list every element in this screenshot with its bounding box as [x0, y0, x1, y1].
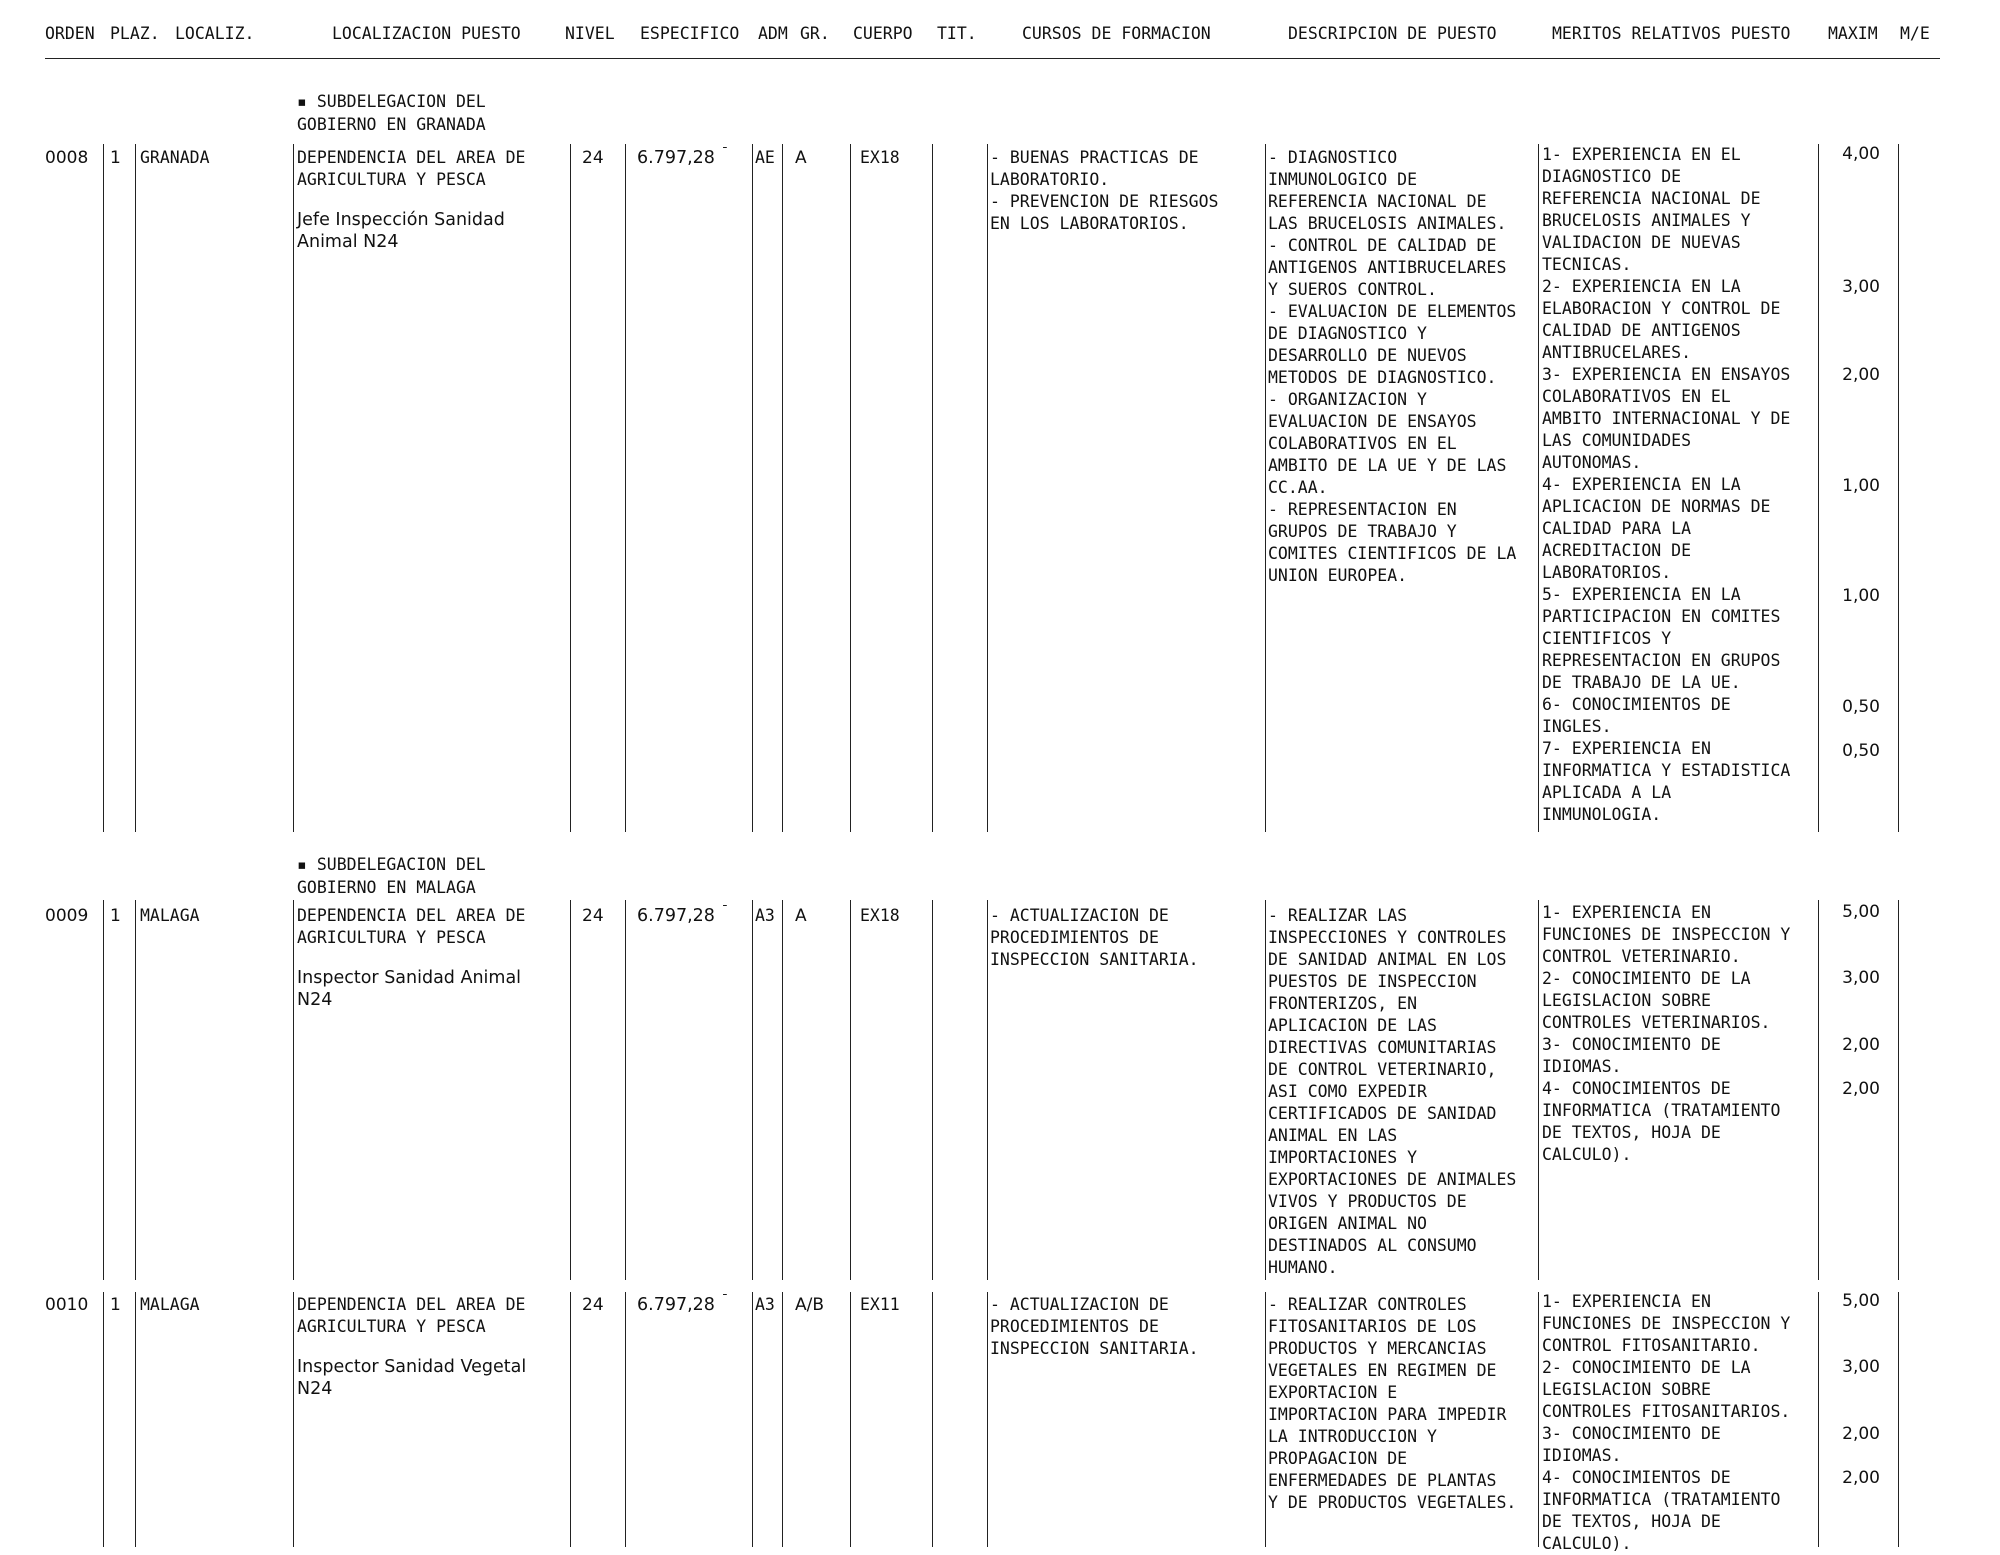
meritos-line: CALCULO).: [1542, 1145, 1632, 1164]
plaz-cell: 1: [110, 1295, 121, 1315]
cuerpo-cell: EX18: [860, 148, 900, 167]
maxim-value: 4,00: [1842, 144, 1880, 164]
meritos-line: 1- EXPERIENCIA EN: [1542, 1292, 1711, 1311]
meritos-line: TECNICAS.: [1542, 255, 1632, 274]
column-divider: [625, 1292, 626, 1547]
nivel-cell: 24: [582, 148, 604, 168]
meritos-cell: [1542, 902, 1790, 1166]
column-divider: [987, 144, 988, 832]
descripcion-line: PROPAGACION DE: [1268, 1449, 1408, 1468]
column-divider: [782, 144, 783, 832]
meritos-line: DIAGNOSTICO DE: [1542, 167, 1682, 186]
descripcion-line: REFERENCIA NACIONAL DE: [1268, 192, 1487, 211]
column-divider: [752, 1292, 753, 1547]
column-divider: [987, 900, 988, 1280]
adm-cell: A3: [755, 1295, 775, 1314]
header-me: M/E: [1900, 24, 1930, 43]
descripcion-line: DE CONTROL VETERINARIO,: [1268, 1060, 1497, 1079]
column-divider: [103, 900, 104, 1280]
meritos-line: COLABORATIVOS EN EL: [1542, 387, 1731, 406]
descripcion-line: UNION EUROPEA.: [1268, 566, 1408, 585]
descripcion-line: APLICACION DE LAS: [1268, 1016, 1437, 1035]
meritos-line: FUNCIONES DE INSPECCION Y: [1542, 1314, 1791, 1333]
header-nivel: NIVEL: [565, 24, 615, 43]
puesto-cell: [297, 1294, 525, 1338]
column-divider: [850, 144, 851, 832]
puesto-name-line: Inspector Sanidad Vegetal: [297, 1357, 527, 1377]
descripcion-line: LA INTRODUCCION Y: [1268, 1427, 1437, 1446]
gr-cell: A/B: [795, 1295, 825, 1315]
maxim-value: 5,00: [1842, 902, 1880, 922]
column-divider: [293, 1292, 294, 1547]
descripcion-line: EVALUACION DE ENSAYOS: [1268, 412, 1477, 431]
adm-cell: AE: [755, 148, 775, 167]
plaz-cell: 1: [110, 148, 121, 168]
descripcion-line: EXPORTACIONES DE ANIMALES: [1268, 1170, 1517, 1189]
meritos-line: 4- CONOCIMIENTOS DE: [1542, 1079, 1731, 1098]
puesto-line: AGRICULTURA Y PESCA: [297, 1317, 486, 1336]
column-divider: [987, 1292, 988, 1547]
column-divider: [293, 900, 294, 1280]
meritos-line: 4- EXPERIENCIA EN LA: [1542, 475, 1741, 494]
meritos-line: INFORMATICA Y ESTADISTICA: [1542, 761, 1791, 780]
localiz-cell: MALAGA: [140, 906, 200, 925]
maxim-value: 0,50: [1842, 740, 1880, 761]
cursos-line: PROCEDIMIENTOS DE: [990, 1317, 1159, 1336]
puesto-cell: [297, 147, 525, 191]
descripcion-line: INSPECCIONES Y CONTROLES: [1268, 928, 1507, 947]
cursos-line: LABORATORIO.: [990, 170, 1110, 189]
maxim-value: 3,00: [1842, 276, 1880, 297]
column-divider: [103, 1292, 104, 1547]
gr-cell: A: [795, 906, 807, 926]
puesto-name: [297, 209, 505, 253]
puesto-line: DEPENDENCIA DEL AREA DE: [297, 148, 526, 167]
descripcion-line: ANTIGENOS ANTIBRUCELARES: [1268, 258, 1507, 277]
descripcion-line: GRUPOS DE TRABAJO Y: [1268, 522, 1457, 541]
cursos-cell: [990, 905, 1199, 971]
descripcion-line: VIVOS Y PRODUCTOS DE: [1268, 1192, 1467, 1211]
especifico-mark: ¯: [721, 904, 729, 919]
meritos-line: VALIDACION DE NUEVAS: [1542, 233, 1741, 252]
meritos-line: INFORMATICA (TRATAMIENTO: [1542, 1101, 1781, 1120]
cursos-cell: [990, 147, 1218, 235]
section-heading-line: GOBIERNO EN MALAGA: [297, 878, 476, 897]
column-divider: [1265, 900, 1266, 1280]
maxim-value: 2,00: [1842, 1423, 1880, 1444]
header-gr: GR.: [800, 24, 830, 43]
especifico-cell: 6.797,28: [637, 906, 715, 926]
column-divider: [850, 900, 851, 1280]
especifico-mark: ¯: [721, 1293, 729, 1308]
gr-cell: A: [795, 148, 807, 168]
descripcion-line: ASI COMO EXPEDIR: [1268, 1082, 1427, 1101]
descripcion-line: - REPRESENTACION EN: [1268, 500, 1457, 519]
column-divider: [135, 900, 136, 1280]
descripcion-cell: [1268, 147, 1516, 587]
section-heading-line: GOBIERNO EN GRANADA: [297, 115, 486, 134]
maxim-value: 2,00: [1842, 1467, 1880, 1488]
header-descripcion: DESCRIPCION DE PUESTO: [1288, 24, 1497, 43]
header-cuerpo: CUERPO: [853, 24, 913, 43]
meritos-line: 6- CONOCIMIENTOS DE: [1542, 695, 1731, 714]
meritos-line: CALIDAD DE ANTIGENOS: [1542, 321, 1741, 340]
descripcion-line: ANIMAL EN LAS: [1268, 1126, 1398, 1145]
column-divider: [932, 1292, 933, 1547]
adm-cell: A3: [755, 906, 775, 925]
localiz-cell: MALAGA: [140, 1295, 200, 1314]
header-orden: ORDEN: [45, 24, 95, 43]
section-heading: [297, 853, 486, 899]
maxim-value: 2,00: [1842, 365, 1880, 385]
header-plaz: PLAZ.: [110, 24, 160, 43]
descripcion-cell: [1268, 1294, 1516, 1514]
meritos-line: 5- EXPERIENCIA EN LA: [1542, 585, 1741, 604]
header-cursos: CURSOS DE FORMACION: [1022, 24, 1211, 43]
meritos-line: INFORMATICA (TRATAMIENTO: [1542, 1490, 1781, 1509]
descripcion-line: - EVALUACION DE ELEMENTOS: [1268, 302, 1517, 321]
puesto-name: [297, 1356, 526, 1400]
descripcion-line: DIRECTIVAS COMUNITARIAS: [1268, 1038, 1497, 1057]
section-heading-line: ▪ SUBDELEGACION DEL: [297, 855, 486, 874]
especifico-mark: ¯: [721, 146, 729, 161]
meritos-line: LEGISLACION SOBRE: [1542, 1380, 1711, 1399]
header-tit: TIT.: [937, 24, 977, 43]
descripcion-line: EXPORTACION E: [1268, 1383, 1398, 1402]
cursos-line: PROCEDIMIENTOS DE: [990, 928, 1159, 947]
descripcion-line: - REALIZAR CONTROLES: [1268, 1295, 1467, 1314]
meritos-line: 3- CONOCIMIENTO DE: [1542, 1035, 1721, 1054]
puesto-line: AGRICULTURA Y PESCA: [297, 170, 486, 189]
descripcion-line: - ORGANIZACION Y: [1268, 390, 1427, 409]
header-adm: ADM: [758, 24, 788, 43]
meritos-line: IDIOMAS.: [1542, 1446, 1622, 1465]
cuerpo-cell: EX11: [860, 1295, 900, 1314]
meritos-line: REFERENCIA NACIONAL DE: [1542, 189, 1761, 208]
meritos-line: CALCULO).: [1542, 1534, 1632, 1553]
column-divider: [782, 900, 783, 1280]
descripcion-line: FRONTERIZOS, EN: [1268, 994, 1418, 1013]
descripcion-line: COLABORATIVOS EN EL: [1268, 434, 1457, 453]
column-divider: [752, 144, 753, 832]
especifico-cell: 6.797,28: [637, 1295, 715, 1315]
descripcion-line: FITOSANITARIOS DE LOS: [1268, 1317, 1477, 1336]
column-divider: [1265, 144, 1266, 832]
column-divider: [1538, 144, 1539, 832]
meritos-line: CONTROLES VETERINARIOS.: [1542, 1013, 1771, 1032]
puesto-name-line: Animal N24: [297, 232, 399, 252]
column-divider: [1818, 144, 1819, 832]
descripcion-line: DE SANIDAD ANIMAL EN LOS: [1268, 950, 1507, 969]
meritos-line: 2- EXPERIENCIA EN LA: [1542, 277, 1741, 296]
puesto-name-line: Inspector Sanidad Animal: [297, 968, 522, 988]
header-localizacion-puesto: LOCALIZACION PUESTO: [332, 24, 521, 43]
puesto-name-line: N24: [297, 990, 333, 1010]
orden-cell: 0008: [45, 148, 89, 168]
column-divider: [293, 144, 294, 832]
column-divider: [752, 900, 753, 1280]
descripcion-line: VEGETALES EN REGIMEN DE: [1268, 1361, 1497, 1380]
column-divider: [625, 144, 626, 832]
column-divider: [1538, 900, 1539, 1280]
descripcion-line: METODOS DE DIAGNOSTICO.: [1268, 368, 1497, 387]
meritos-line: PARTICIPACION EN COMITES: [1542, 607, 1781, 626]
meritos-line: LABORATORIOS.: [1542, 563, 1672, 582]
puesto-name-line: N24: [297, 1379, 333, 1399]
puesto-line: DEPENDENCIA DEL AREA DE: [297, 906, 526, 925]
column-divider: [1538, 1292, 1539, 1547]
descripcion-line: CERTIFICADOS DE SANIDAD: [1268, 1104, 1497, 1123]
especifico-cell: 6.797,28: [637, 148, 715, 168]
descripcion-line: Y DE PRODUCTOS VEGETALES.: [1268, 1493, 1517, 1512]
cursos-line: INSPECCION SANITARIA.: [990, 950, 1199, 969]
descripcion-line: LAS BRUCELOSIS ANIMALES.: [1268, 214, 1507, 233]
descripcion-line: HUMANO.: [1268, 1258, 1338, 1277]
column-divider: [1898, 144, 1899, 832]
descripcion-line: ENFERMEDADES DE PLANTAS: [1268, 1471, 1497, 1490]
meritos-cell: [1542, 1291, 1790, 1555]
column-divider: [850, 1292, 851, 1547]
column-divider: [625, 900, 626, 1280]
maxim-value: 1,00: [1842, 475, 1880, 496]
cursos-line: - ACTUALIZACION DE: [990, 1295, 1169, 1314]
section-heading-line: ▪ SUBDELEGACION DEL: [297, 92, 486, 111]
cursos-line: INSPECCION SANITARIA.: [990, 1339, 1199, 1358]
maxim-value: 0,50: [1842, 696, 1880, 717]
meritos-line: DE TRABAJO DE LA UE.: [1542, 673, 1741, 692]
meritos-line: DE TEXTOS, HOJA DE: [1542, 1123, 1721, 1142]
column-divider: [1265, 1292, 1266, 1547]
maxim-value: 3,00: [1842, 1357, 1880, 1378]
section-heading: [297, 90, 486, 136]
descripcion-line: COMITES CIENTIFICOS DE LA: [1268, 544, 1517, 563]
cursos-cell: [990, 1294, 1199, 1360]
column-divider: [1818, 1292, 1819, 1547]
cursos-line: - BUENAS PRACTICAS DE: [990, 148, 1199, 167]
descripcion-cell: [1268, 905, 1516, 1279]
column-divider: [570, 144, 571, 832]
meritos-line: 2- CONOCIMIENTO DE LA: [1542, 969, 1751, 988]
maxim-value: 3,00: [1842, 968, 1880, 989]
descripcion-line: - DIAGNOSTICO: [1268, 148, 1398, 167]
cuerpo-cell: EX18: [860, 906, 900, 925]
meritos-line: CONTROL FITOSANITARIO.: [1542, 1336, 1761, 1355]
puesto-line: AGRICULTURA Y PESCA: [297, 928, 486, 947]
meritos-line: 3- EXPERIENCIA EN ENSAYOS: [1542, 365, 1791, 384]
descripcion-line: IMPORTACIONES Y: [1268, 1148, 1418, 1167]
meritos-line: ANTIBRUCELARES.: [1542, 343, 1692, 362]
column-divider: [570, 1292, 571, 1547]
meritos-line: ELABORACION Y CONTROL DE: [1542, 299, 1781, 318]
meritos-line: REPRESENTACION EN GRUPOS: [1542, 651, 1781, 670]
meritos-line: 1- EXPERIENCIA EN EL: [1542, 145, 1741, 164]
column-divider: [103, 144, 104, 832]
cursos-line: - PREVENCION DE RIESGOS: [990, 192, 1219, 211]
puesto-name-line: Jefe Inspección Sanidad: [297, 210, 505, 230]
nivel-cell: 24: [582, 906, 604, 926]
meritos-line: INMUNOLOGIA.: [1542, 805, 1662, 824]
column-divider: [782, 1292, 783, 1547]
meritos-line: 4- CONOCIMIENTOS DE: [1542, 1468, 1731, 1487]
descripcion-line: - CONTROL DE CALIDAD DE: [1268, 236, 1497, 255]
meritos-line: CIENTIFICOS Y: [1542, 629, 1672, 648]
column-divider: [570, 900, 571, 1280]
plaz-cell: 1: [110, 906, 121, 926]
meritos-line: CALIDAD PARA LA: [1542, 519, 1692, 538]
meritos-line: LAS COMUNIDADES: [1542, 431, 1692, 450]
header-rule: [45, 58, 1940, 59]
column-divider: [1898, 1292, 1899, 1547]
meritos-line: FUNCIONES DE INSPECCION Y: [1542, 925, 1791, 944]
orden-cell: 0010: [45, 1295, 89, 1315]
header-localiz: LOCALIZ.: [175, 24, 255, 43]
column-divider: [135, 144, 136, 832]
meritos-line: BRUCELOSIS ANIMALES Y: [1542, 211, 1751, 230]
localiz-cell: GRANADA: [140, 148, 210, 167]
column-divider: [135, 1292, 136, 1547]
meritos-line: APLICADA A LA: [1542, 783, 1672, 802]
meritos-line: CONTROLES FITOSANITARIOS.: [1542, 1402, 1791, 1421]
meritos-line: APLICACION DE NORMAS DE: [1542, 497, 1771, 516]
puesto-cell: [297, 905, 525, 949]
maxim-value: 5,00: [1842, 1291, 1880, 1311]
cursos-line: EN LOS LABORATORIOS.: [990, 214, 1189, 233]
column-divider: [1898, 900, 1899, 1280]
meritos-line: IDIOMAS.: [1542, 1057, 1622, 1076]
descripcion-line: ORIGEN ANIMAL NO: [1268, 1214, 1427, 1233]
column-divider: [932, 144, 933, 832]
descripcion-line: INMUNOLOGICO DE: [1268, 170, 1418, 189]
meritos-line: AUTONOMAS.: [1542, 453, 1642, 472]
meritos-line: INGLES.: [1542, 717, 1612, 736]
maxim-value: 1,00: [1842, 586, 1880, 606]
puesto-line: DEPENDENCIA DEL AREA DE: [297, 1295, 526, 1314]
maxim-value: 2,00: [1842, 1034, 1880, 1055]
descripcion-line: DE DIAGNOSTICO Y: [1268, 324, 1427, 343]
descripcion-line: PRODUCTOS Y MERCANCIAS: [1268, 1339, 1487, 1358]
header-maxim: MAXIM: [1828, 24, 1878, 43]
header-especifico: ESPECIFICO: [640, 24, 740, 43]
meritos-line: 2- CONOCIMIENTO DE LA: [1542, 1358, 1751, 1377]
meritos-line: 1- EXPERIENCIA EN: [1542, 903, 1711, 922]
column-divider: [932, 900, 933, 1280]
descripcion-line: Y SUEROS CONTROL.: [1268, 280, 1437, 299]
descripcion-line: AMBITO DE LA UE Y DE LAS: [1268, 456, 1507, 475]
descripcion-line: DESARROLLO DE NUEVOS: [1268, 346, 1467, 365]
descripcion-line: - REALIZAR LAS: [1268, 906, 1408, 925]
meritos-line: LEGISLACION SOBRE: [1542, 991, 1711, 1010]
column-divider: [1818, 900, 1819, 1280]
meritos-line: ACREDITACION DE: [1542, 541, 1692, 560]
descripcion-line: CC.AA.: [1268, 478, 1328, 497]
meritos-line: 7- EXPERIENCIA EN: [1542, 739, 1711, 758]
nivel-cell: 24: [582, 1295, 604, 1315]
descripcion-line: IMPORTACION PARA IMPEDIR: [1268, 1405, 1507, 1424]
maxim-value: 2,00: [1842, 1078, 1880, 1099]
orden-cell: 0009: [45, 906, 89, 926]
puesto-name: [297, 967, 521, 1011]
meritos-line: DE TEXTOS, HOJA DE: [1542, 1512, 1721, 1531]
meritos-line: AMBITO INTERNACIONAL Y DE: [1542, 409, 1791, 428]
meritos-line: 3- CONOCIMIENTO DE: [1542, 1424, 1721, 1443]
descripcion-line: PUESTOS DE INSPECCION: [1268, 972, 1477, 991]
descripcion-line: DESTINADOS AL CONSUMO: [1268, 1236, 1477, 1255]
cursos-line: - ACTUALIZACION DE: [990, 906, 1169, 925]
meritos-line: CONTROL VETERINARIO.: [1542, 947, 1741, 966]
meritos-cell: [1542, 144, 1790, 826]
header-meritos: MERITOS RELATIVOS PUESTO: [1552, 24, 1791, 43]
